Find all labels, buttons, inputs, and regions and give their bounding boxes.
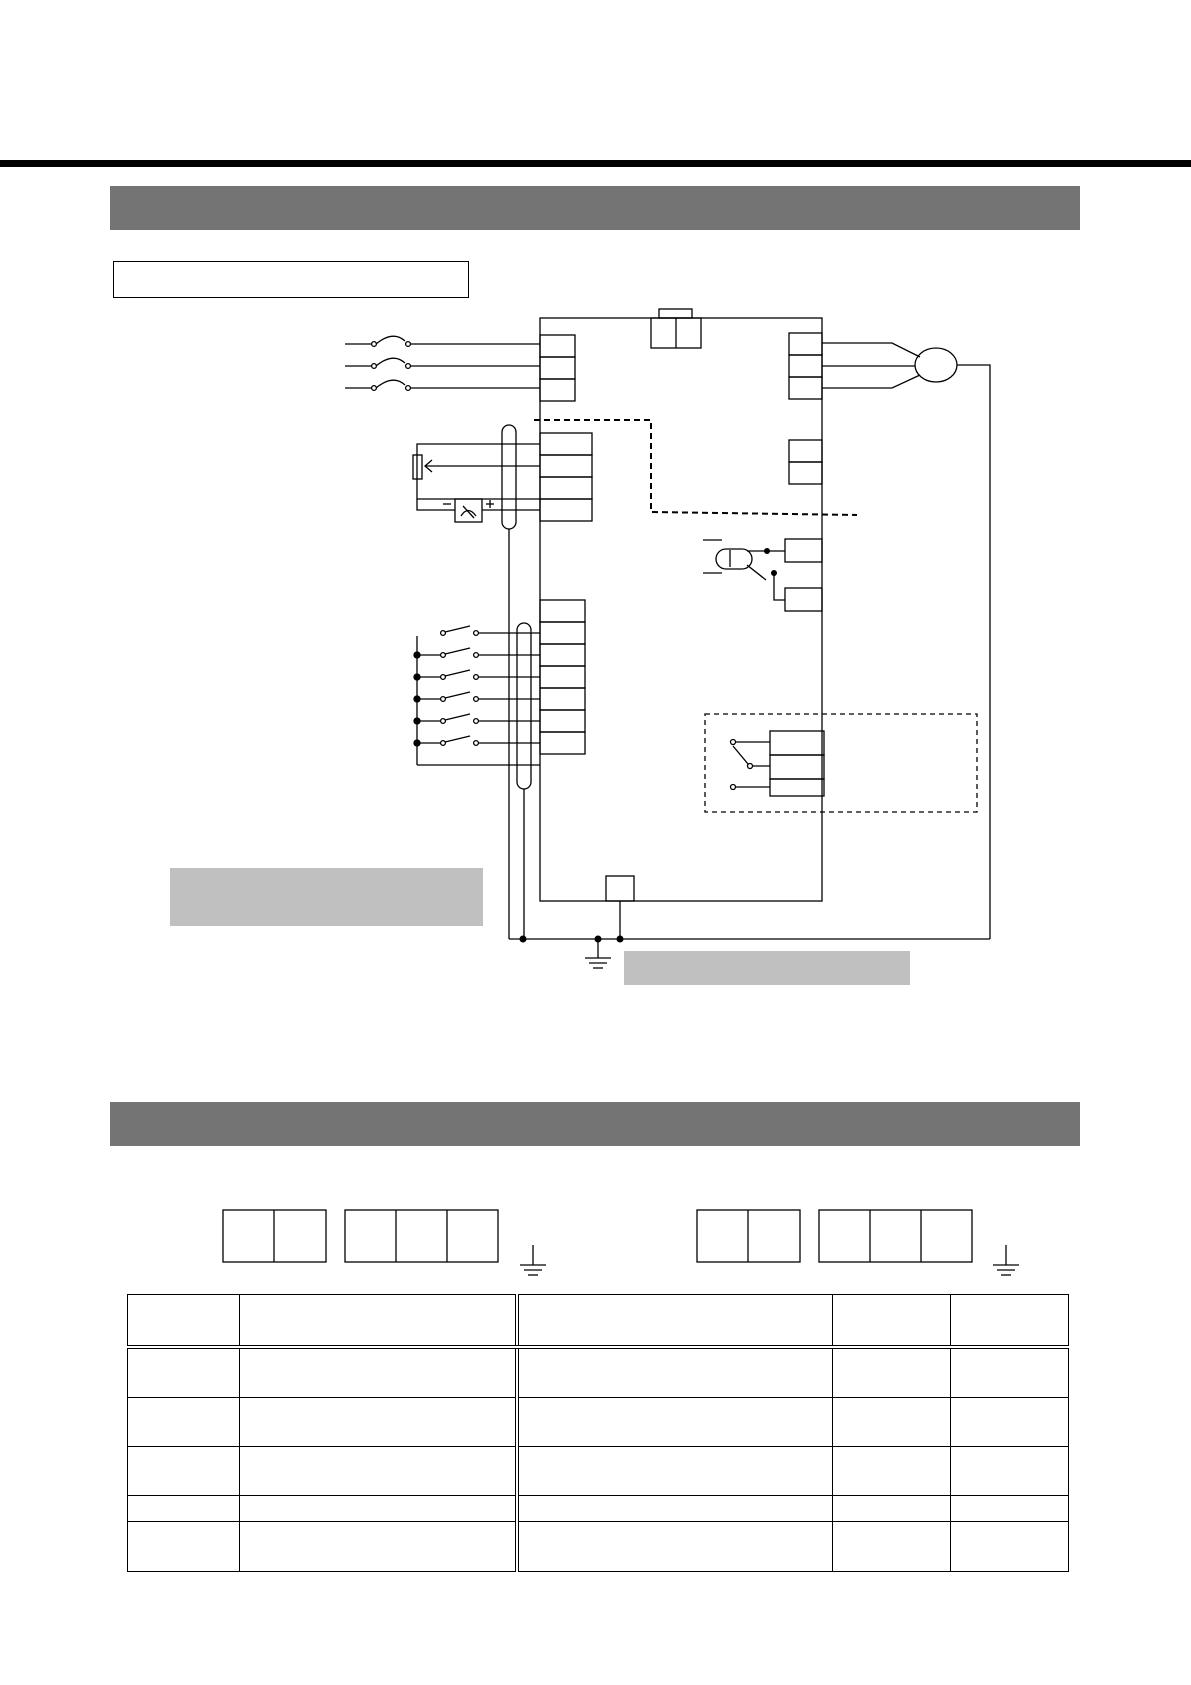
table-row xyxy=(128,1397,1069,1446)
analog-meter xyxy=(417,499,540,522)
open-collector-output xyxy=(703,539,822,611)
motor-leads xyxy=(822,343,920,388)
column-header xyxy=(240,1295,517,1348)
junction-dot xyxy=(414,740,420,746)
input-breaker xyxy=(345,336,540,390)
braking-terminals xyxy=(789,440,822,484)
motor-ground-wire xyxy=(957,365,990,939)
column-header xyxy=(517,1295,833,1348)
digital-input-terminals xyxy=(540,600,585,754)
motor-output-terminals xyxy=(789,333,822,399)
shield-digital xyxy=(517,623,531,789)
relay-terminals xyxy=(731,731,825,796)
terminal-table xyxy=(127,1294,1069,1572)
column-header xyxy=(951,1295,1069,1348)
table-row xyxy=(128,1495,1069,1521)
junction-dot xyxy=(414,696,420,702)
table-row xyxy=(128,1521,1069,1571)
column-header xyxy=(833,1295,951,1348)
analog-terminals xyxy=(540,433,592,521)
terminal-strip-right xyxy=(697,1210,1019,1275)
terminal-strip-left xyxy=(223,1210,546,1275)
table-header-row xyxy=(128,1295,1069,1348)
junction-dot xyxy=(414,652,420,658)
junction-dot xyxy=(414,718,420,724)
section-heading xyxy=(110,1114,124,1134)
section-bar-terminals xyxy=(110,1102,1080,1146)
digital-input-switches xyxy=(414,626,540,746)
inverter-body xyxy=(540,318,822,901)
table-row xyxy=(128,1446,1069,1495)
motor-symbol xyxy=(915,348,957,382)
column-header xyxy=(128,1295,240,1348)
shield-analog xyxy=(502,425,516,529)
power-input-terminals xyxy=(540,335,575,401)
ground-terminal xyxy=(606,876,634,901)
relay-region xyxy=(705,714,977,812)
junction-dot xyxy=(414,674,420,680)
junction-dots xyxy=(520,548,778,943)
table-row xyxy=(128,1347,1069,1397)
potentiometer xyxy=(413,444,540,499)
